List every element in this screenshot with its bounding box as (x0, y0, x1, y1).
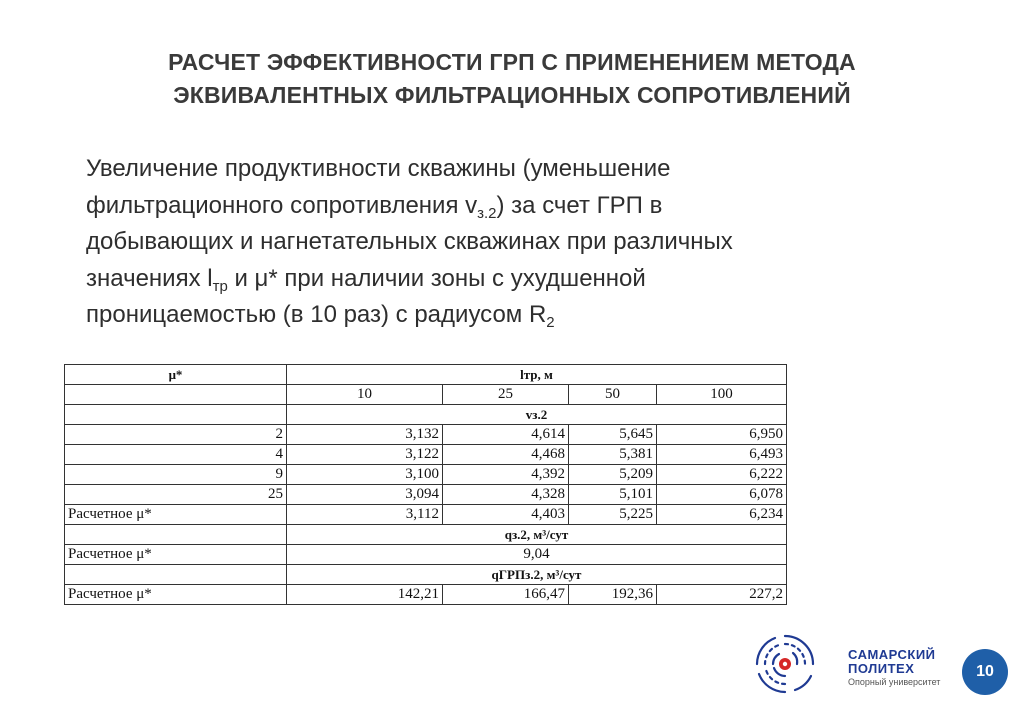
table-row (65, 365, 787, 385)
table-cell: 3,132 (287, 425, 443, 445)
table-cell: 5,101 (569, 485, 657, 505)
table-row (65, 465, 787, 485)
table-cell: 6,950 (657, 425, 787, 445)
q-header: qз.2, м³/сут (287, 525, 787, 545)
slide-description (86, 151, 986, 334)
table-cell: 4,614 (443, 425, 569, 445)
table-cell: 5,225 (569, 505, 657, 525)
subscript: тр (212, 277, 228, 295)
table-row (65, 525, 787, 545)
table-cell (65, 565, 287, 585)
table-cell: 5,645 (569, 425, 657, 445)
description-text: ) за счет ГРП в (496, 191, 663, 219)
table-cell: 4,403 (443, 505, 569, 525)
table-cell: 6,222 (657, 465, 787, 485)
table-cell: 192,36 (569, 585, 657, 605)
qgrp-header: qГРПз.2, м³/сут (287, 565, 787, 585)
results-table (64, 364, 786, 604)
calc-label: Расчетное μ* (65, 585, 287, 605)
description-text: проницаемостью (в 10 раз) с радиусом R (86, 301, 547, 328)
table-row (65, 385, 787, 405)
v-header: vз.2 (287, 405, 787, 425)
description-line-2 (86, 188, 986, 225)
subscript: з.2 (477, 204, 497, 222)
table-cell: 4,468 (443, 445, 569, 465)
table-cell: 5,209 (569, 465, 657, 485)
table-cell: 5,381 (569, 445, 657, 465)
description-line-4 (86, 261, 986, 298)
mu-header: μ* (65, 365, 287, 385)
table-cell: 3,122 (287, 445, 443, 465)
description-line-5 (86, 297, 986, 334)
logo-tagline: Опорный университет (848, 677, 941, 687)
table-row (65, 405, 787, 425)
description-text: и μ* при наличии зоны с ухудшенной (227, 264, 646, 292)
mu-value: 9 (65, 465, 287, 485)
page-number-badge: 10 (962, 649, 1008, 695)
table-cell: 3,100 (287, 465, 443, 485)
slide-title-line-2: ЭКВИВАЛЕНТНЫХ ФИЛЬТРАЦИОННЫХ СОПРОТИВЛЕНИЙ (173, 82, 851, 108)
table-row (65, 545, 787, 565)
table-cell: 6,493 (657, 445, 787, 465)
table-cell: 142,21 (287, 585, 443, 605)
table-cell: 4,392 (443, 465, 569, 485)
table-row (65, 485, 787, 505)
table-cell: 6,234 (657, 505, 787, 525)
slide-title (0, 46, 1024, 112)
table-cell (65, 385, 287, 405)
table-cell: 6,078 (657, 485, 787, 505)
calc-label: Расчетное μ* (65, 545, 287, 565)
table-row (65, 505, 787, 525)
l-value: 25 (443, 385, 569, 405)
table-cell (65, 405, 287, 425)
l-value: 100 (657, 385, 787, 405)
calc-label: Расчетное μ* (65, 505, 287, 525)
table-cell (65, 525, 287, 545)
table-row (65, 565, 787, 585)
table-cell: 166,47 (443, 585, 569, 605)
university-logo-text (848, 648, 940, 688)
table-cell: 4,328 (443, 485, 569, 505)
mu-value: 4 (65, 445, 287, 465)
table-cell: 227,2 (657, 585, 787, 605)
slide-title-line-1: РАСЧЕТ ЭФФЕКТИВНОСТИ ГРП С ПРИМЕНЕНИЕМ МЕТОДА (168, 49, 856, 75)
l-value: 50 (569, 385, 657, 405)
description-line-1: Увеличение продуктивности скважины (уменьшение (86, 155, 671, 182)
subscript: 2 (546, 314, 555, 331)
logo-name-1: САМАРСКИЙ (848, 647, 936, 662)
description-line-3: добывающих и нагнетательных скважинах при различных (86, 228, 733, 255)
description-text: значениях l (86, 264, 213, 292)
table-cell: 3,094 (287, 485, 443, 505)
table-row (65, 445, 787, 465)
q-value: 9,04 (287, 545, 787, 565)
description-text: фильтрационного сопротивления v (86, 191, 478, 219)
mu-value: 2 (65, 425, 287, 445)
ltr-header: lтр, м (287, 365, 787, 385)
logo-name-2: ПОЛИТЕХ (848, 661, 915, 676)
l-value: 10 (287, 385, 443, 405)
table-row (65, 425, 787, 445)
table-cell: 3,112 (287, 505, 443, 525)
mu-value: 25 (65, 485, 287, 505)
table-row (65, 585, 787, 605)
